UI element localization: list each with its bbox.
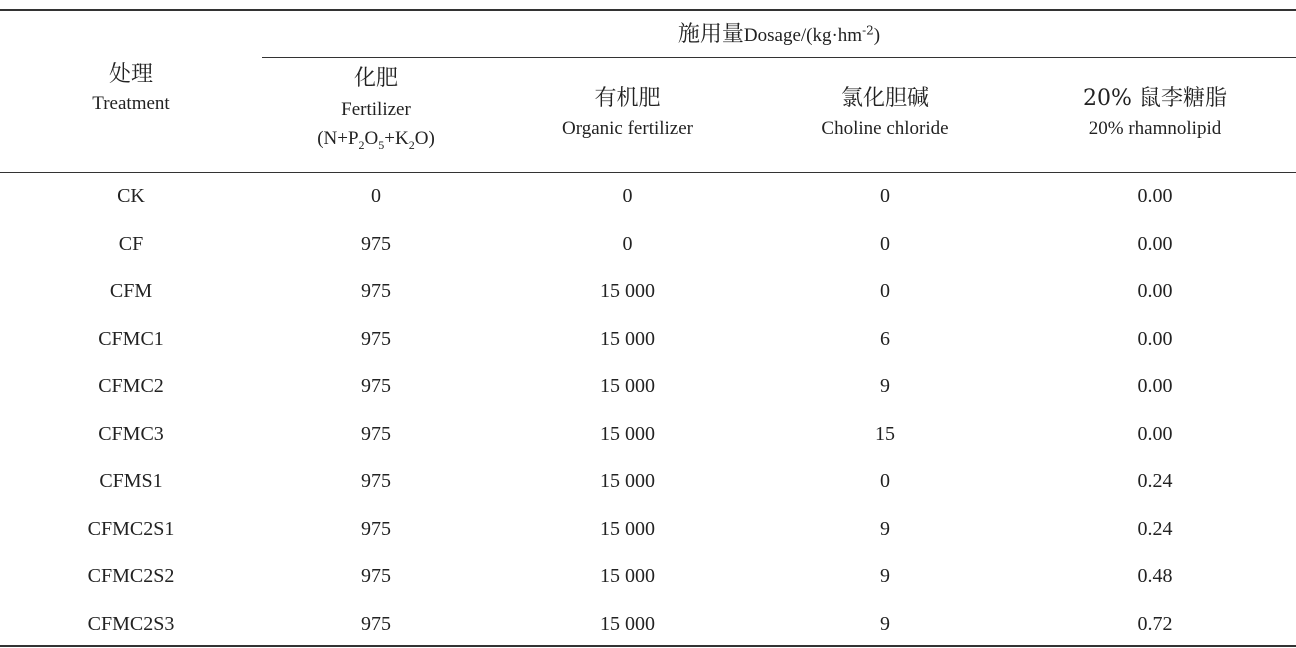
dosage-cell: 975 [361, 517, 391, 540]
formula-part: O) [414, 128, 435, 149]
column-header-rhamnolipid [1005, 86, 1296, 141]
treatment-cell: CFMC1 [98, 327, 164, 350]
dosage-cell: 15 000 [600, 612, 655, 635]
dosage-cell: 975 [361, 612, 391, 635]
dosage-cell: 15 000 [600, 280, 655, 302]
dosage-cell: 0.72 [1137, 612, 1173, 635]
dosage-cell: 9 [880, 565, 890, 587]
column-header-choline [765, 86, 1005, 141]
dosage-cell: 15 000 [600, 517, 655, 540]
dosage-cell: 975 [361, 470, 391, 492]
dosage-cell: 9 [880, 517, 890, 540]
dosage-cell: 0 [622, 185, 633, 207]
dosage-group-header [262, 22, 1296, 48]
treatment-cell: CFMS1 [99, 470, 163, 492]
treatment-cell: CF [118, 232, 144, 255]
treatment-cell: CK [117, 185, 145, 207]
dosage-cell: 15 000 [600, 565, 655, 587]
dosage-cell: 975 [361, 375, 391, 397]
column-header-fertilizer [262, 66, 490, 157]
formula-part: (N+P [317, 128, 359, 149]
header-bottom-rule [0, 172, 1296, 173]
dosage-zh: 施用量 [677, 22, 744, 47]
formula-sub: 5 [378, 137, 385, 152]
dosage-cell: 0.24 [1137, 517, 1173, 540]
column-header-fertilizer-formula [262, 127, 490, 157]
column-header-rhamnolipid-en: 20% rhamnolipid [1088, 118, 1222, 139]
table-top-rule [0, 9, 1296, 11]
dosage-cell: 0.00 [1137, 280, 1173, 302]
column-header-fertilizer-zh: 化肥 [353, 66, 398, 91]
dosage-cell: 975 [361, 565, 391, 587]
dosage-cell: 0 [880, 232, 890, 255]
dosage-unit-exp: -2 [862, 23, 874, 38]
formula-sub: 2 [408, 137, 415, 152]
dosage-cell: 15 000 [600, 327, 655, 350]
column-header-rhamnolipid-zh: 20% 鼠李糖脂 [1083, 86, 1227, 111]
formula-part: O [364, 128, 379, 149]
dosage-cell: 0 [880, 470, 890, 492]
column-header-organic-zh: 有机肥 [594, 86, 661, 111]
column-header-choline-en: Choline chloride [821, 118, 949, 139]
dosage-cell: 0.00 [1137, 422, 1173, 445]
dosage-unit-close: ) [873, 25, 881, 46]
table-bottom-rule [0, 645, 1296, 647]
dosage-cell: 0 [622, 232, 633, 255]
dosage-cell: 0.24 [1137, 470, 1173, 492]
treatment-header-en: Treatment [92, 93, 170, 114]
dosage-cell: 0 [880, 280, 890, 302]
column-header-organic-en: Organic fertilizer [562, 118, 693, 139]
dosage-unit: (kg·hm [806, 25, 863, 46]
formula-sub: 2 [358, 137, 365, 152]
dosage-cell: 0.00 [1137, 375, 1173, 397]
dosage-cell: 0.00 [1137, 327, 1173, 350]
treatment-cell: CFMC2S1 [87, 517, 175, 540]
dosage-cell: 0 [880, 185, 890, 207]
treatment-cell: CFMC2S3 [87, 612, 175, 635]
dosage-en: Dosage/ [743, 25, 807, 46]
treatment-cell: CFM [109, 280, 153, 302]
dosage-cell: 15 [875, 422, 895, 445]
dosage-cell: 975 [361, 327, 391, 350]
dosage-cell: 9 [880, 612, 890, 635]
dosage-cell: 975 [361, 232, 391, 255]
group-header-rule [262, 57, 1296, 58]
dosage-cell: 15 000 [600, 422, 655, 445]
column-header-fertilizer-en: Fertilizer [341, 99, 411, 120]
dosage-cell: 0.48 [1137, 565, 1173, 587]
dosage-cell: 0.00 [1137, 185, 1173, 207]
dosage-cell: 15 000 [600, 375, 655, 397]
treatment-cell: CFMC2S2 [87, 565, 175, 587]
formula-part: +K [384, 128, 409, 149]
treatment-header-zh: 处理 [108, 62, 153, 87]
dosage-cell: 0 [371, 185, 381, 207]
dosage-cell: 6 [880, 327, 890, 350]
column-header-organic [490, 86, 765, 141]
treatment-cell: CFMC3 [98, 422, 164, 445]
dosage-cell: 975 [361, 280, 391, 302]
dosage-cell: 0.00 [1137, 232, 1173, 255]
column-header-choline-zh: 氯化胆碱 [840, 86, 929, 111]
treatment-cell: CFMC2 [98, 375, 164, 397]
dosage-cell: 975 [361, 422, 391, 445]
dosage-cell: 9 [880, 375, 890, 397]
treatment-header [0, 62, 262, 116]
dosage-cell: 15 000 [600, 470, 655, 492]
